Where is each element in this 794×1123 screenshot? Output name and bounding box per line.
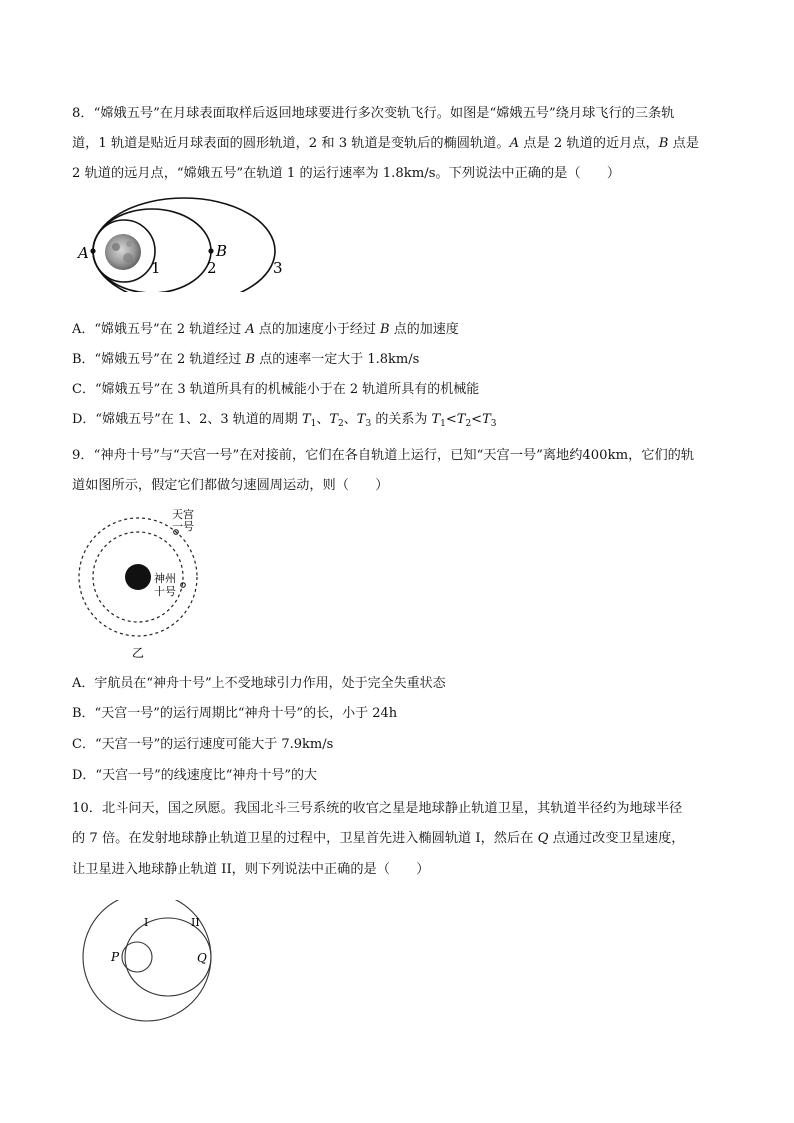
label-a: A	[78, 244, 89, 262]
figure-caption: 乙	[132, 646, 145, 660]
label-p: P	[111, 950, 120, 964]
earth-icon	[122, 942, 152, 972]
label-tiangong-1: 天宫	[172, 508, 194, 521]
label-1: 1	[151, 259, 161, 277]
point-b: B	[380, 322, 390, 337]
earth-icon	[125, 564, 151, 590]
period-symbol: T	[482, 412, 491, 427]
label-shenzhou-2: 十号	[154, 585, 176, 598]
option-text: 点的速率一定大于 1.8km/s	[255, 352, 420, 367]
q9-stem-line-1: 9．“神舟十号”与“天宫一号”在对接前，它们在各自轨道上运行，已知“天宫一号”离地约400km，它们的轨	[72, 448, 695, 463]
option-text: 点的加速度小于经过	[254, 322, 381, 337]
label-shenzhou-1: 神州	[154, 572, 176, 585]
q9-orbit-diagram	[72, 505, 212, 660]
subscript: 2	[338, 419, 344, 429]
point-b: B	[245, 352, 256, 367]
period-symbol: T	[431, 412, 441, 427]
option-text: A．“嫦娥五号”在 2 轨道经过	[72, 322, 246, 337]
period-symbol: T	[301, 412, 311, 427]
point-a-dot	[90, 248, 95, 253]
label-q: Q	[197, 951, 207, 965]
subscript: 1	[310, 419, 317, 429]
q8-stem-text: 道，1 轨道是贴近月球表面的圆形轨道，2 和 3 轨道是变轨后的椭圆轨道。	[72, 136, 510, 151]
period-symbol: T	[329, 412, 339, 427]
q9-option-a: A．宇航员在“神舟十号”上不受地球引力作用，处于完全失重状态	[72, 676, 446, 691]
q10-stem-text: 的 7 倍。在发射地球静止轨道卫星的过程中，卫星首先进入椭圆轨道 I，然后在	[72, 831, 538, 846]
period-symbol: T	[456, 412, 466, 427]
less-than: <	[471, 412, 483, 427]
subscript: 2	[465, 419, 472, 429]
subscript: 1	[440, 419, 446, 429]
option-text: D．“嫦娥五号”在 1、2、3 轨道的周期	[72, 412, 302, 427]
q10-stem-line-3: 让卫星进入地球静止轨道 II，则下列说法中正确的是（ ）	[72, 862, 430, 877]
q8-orbit-diagram	[72, 192, 302, 292]
q8-option-b	[72, 351, 419, 369]
point-b: B	[658, 136, 669, 151]
option-text: 点的加速度	[389, 322, 459, 337]
q8-stem-line-2	[72, 135, 699, 153]
q8-stem-line-3: 2 轨道的远月点，“嫦娥五号”在轨道 1 的运行速率为 1.8km/s。下列说法中正确的是（ ）	[72, 166, 621, 181]
q8-option-c: C．“嫦娥五号”在 3 轨道所具有的机械能小于在 2 轨道所具有的机械能	[72, 382, 480, 397]
subscript: 3	[490, 419, 497, 429]
label-tiangong-2: 一号	[172, 520, 194, 533]
period-symbol: T	[356, 412, 366, 427]
point-a: A	[245, 322, 255, 337]
point-b-dot	[208, 248, 213, 253]
q9-option-d: D．“天宫一号”的线速度比“神舟十号”的大	[72, 768, 318, 783]
point-q: Q	[537, 831, 549, 846]
label-ii: II	[191, 916, 200, 929]
q8-stem-text: 点是	[668, 136, 700, 151]
label-3: 3	[273, 259, 283, 277]
option-text: B．“嫦娥五号”在 2 轨道经过	[72, 352, 246, 367]
q8-stem-line-1: 8．“嫦娥五号”在月球表面取样后返回地球要进行多次变轨飞行。如图是“嫦娥五号”绕月球飞行的三条轨	[72, 106, 675, 121]
option-text: 的关系为	[371, 412, 432, 427]
q8-option-a	[72, 321, 459, 339]
q8-option-d	[72, 411, 496, 433]
subscript: 3	[365, 419, 372, 429]
q10-orbit-diagram	[78, 900, 218, 1025]
less-than: <	[445, 412, 457, 427]
q9-option-c: C．“天宫一号”的运行速度可能大于 7.9km/s	[72, 737, 334, 752]
q10-stem-line-1: 10．北斗问天，国之夙愿。我国北斗三号系统的收官之星是地球静止轨道卫星，其轨道半径约为地球半径	[72, 801, 683, 816]
q8-stem-text: 点是 2 轨道的近月点，	[519, 136, 659, 151]
label-2: 2	[207, 259, 217, 277]
separator: 、	[343, 412, 357, 427]
label-b: B	[216, 242, 228, 260]
point-a: A	[509, 136, 520, 151]
q10-stem-line-2	[72, 830, 684, 848]
separator: 、	[316, 412, 330, 427]
q10-stem-text: 点通过改变卫星速度，	[548, 831, 685, 846]
q9-option-b: B．“天宫一号”的运行周期比“神舟十号”的长，小于 24h	[72, 706, 398, 721]
label-i: I	[144, 916, 149, 929]
moon-icon	[105, 234, 141, 270]
q9-stem-line-2: 道如图所示，假定它们都做匀速圆周运动，则（ ）	[72, 478, 389, 493]
